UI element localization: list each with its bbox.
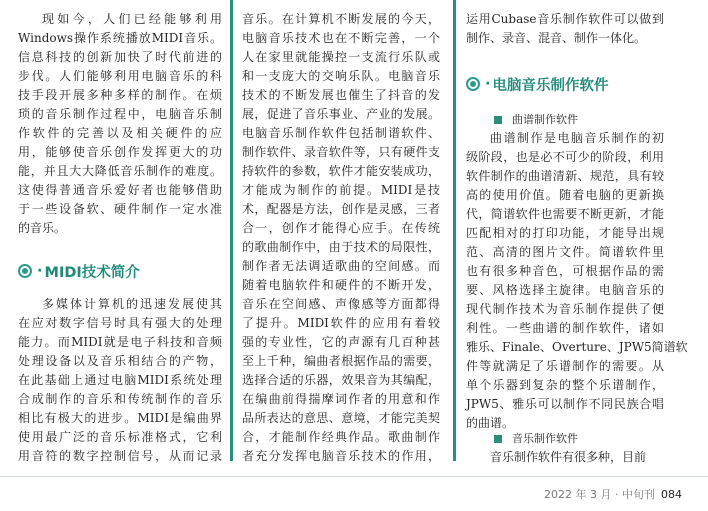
text-line: 也有很多种音色，可根据作品的需 — [466, 264, 664, 278]
text-line: 合，才能制作经典作品。歌曲制作 — [242, 430, 440, 444]
text-line: 作软件的完善以及相关硬件的应 — [18, 126, 222, 140]
text-line: 才能成为制作的前提。MIDI是技 — [242, 183, 440, 197]
square-bullet-icon — [494, 435, 502, 443]
text-line: 相比有极大的进步。MIDI是编曲界 — [18, 411, 222, 425]
text-line: 范、高清的图片文件。简谱软件里 — [466, 245, 664, 259]
text-line: 能，并且大大降低音乐制作的难度。 — [18, 164, 222, 178]
text-line: 曲谱制作是电脑音乐制作的初 — [490, 131, 664, 145]
text-line: 能力。而MIDI就是电子科技和音频 — [18, 335, 222, 349]
text-line: 使用最广泛的音乐标准格式，它利 — [18, 430, 222, 444]
text-line: 在编曲前得揣摩词作者的用意和作 — [242, 392, 440, 406]
issue-date: 2022 年 3 月 · 中旬刊 — [544, 488, 655, 501]
section-title: MIDI技术简介 — [44, 264, 140, 281]
section-title: 电脑音乐制作软件 — [492, 77, 609, 94]
subheading-production-software — [494, 429, 578, 448]
text-line: 代，简谱软件也需要不断更新，才能 — [466, 207, 664, 221]
column-2 — [242, 0, 440, 461]
text-line: 运用Cubase音乐制作软件可以做到 — [466, 12, 664, 26]
text-line: 多媒体计算机的迅速发展使其 — [42, 297, 222, 311]
text-line: 随着电脑软件和硬件的不断开发， — [242, 278, 440, 292]
text-line: 的音乐。 — [18, 221, 67, 235]
text-line: 这使得普通音乐爱好者也能够借助 — [18, 183, 222, 197]
text-line: 和一支庞大的交响乐队。电脑音乐 — [242, 69, 440, 83]
text-line: 级阶段，也是必不可少的阶段，利用 — [466, 150, 664, 164]
dot-icon: · — [37, 263, 43, 279]
footer-divider — [0, 476, 708, 477]
text-line: 信息科技的创新加快了时代前进的 — [18, 50, 222, 64]
text-line: 品所表达的意思、意境，才能完美契 — [242, 411, 440, 425]
text-line: JPW5、雅乐可以制作不同民族合唱 — [466, 397, 664, 411]
text-line: Windows操作系统播放MIDI音乐。 — [18, 31, 222, 45]
col3-bottom-paragraph — [466, 448, 664, 467]
text-line: 音乐。在计算机不断发展的今天， — [242, 12, 440, 26]
text-line: 至上千种，编曲者根据作品的需要， — [242, 354, 440, 368]
text-line: 合成制作的音乐和传统制作的音乐 — [18, 392, 222, 406]
text-line: 了提升。MIDI软件的应用有着较 — [242, 316, 440, 330]
dot-icon: · — [485, 76, 491, 92]
text-line: 于一些设备软、硬件制作一定水准 — [18, 202, 222, 216]
page-folio — [544, 486, 682, 502]
col3-mid-paragraph — [466, 129, 688, 433]
circle-bullet-icon — [18, 264, 32, 278]
col1-top-paragraph — [18, 10, 222, 238]
text-line: 件等就满足了乐谱制作的需要。从 — [466, 359, 664, 373]
text-line: 在应对数字信号时具有强大的处理 — [18, 316, 222, 330]
text-line: 制作者无法调适歌曲的空间感。而 — [242, 259, 440, 273]
text-line: 者充分发挥电脑音乐技术的作用， — [242, 449, 440, 463]
text-line: 步伐。人们能够利用电脑音乐的科 — [18, 69, 222, 83]
text-line: 匹配相对的打印功能，才能导出规 — [466, 226, 664, 240]
col1-bottom-paragraph — [18, 295, 222, 466]
text-line: 强的专业性，它的声源有几百种甚 — [242, 335, 440, 349]
circle-bullet-icon — [466, 77, 480, 91]
subheading-title: 音乐制作软件 — [512, 432, 578, 445]
text-line: 合一，创作才能得心应手。在传统 — [242, 221, 440, 235]
text-line: 电脑音乐技术也在不断完善，一个 — [242, 31, 440, 45]
text-line: 高的使用价值。随着电脑的更新换 — [466, 188, 664, 202]
text-line: 软件制作的曲谱清新、规范，具有较 — [466, 169, 664, 183]
text-line: 现如今，人们已经能够利用 — [42, 12, 222, 26]
text-line: 制作、录音、混音、制作一体化。 — [466, 31, 647, 45]
text-line: 持软件的参数，软件才能安装成功， — [242, 164, 440, 178]
text-line: 术，配器是方法，创作是灵感，三者 — [242, 202, 440, 216]
section-heading-software — [466, 71, 664, 97]
text-line: 用音符的数字控制信号，从而记录 — [18, 449, 222, 463]
text-line: 处理设备以及音乐相结合的产物， — [18, 354, 222, 368]
text-line: 音乐制作软件有很多种，目前 — [490, 450, 647, 464]
text-line: 单个乐器到复杂的整个乐谱制作， — [466, 378, 664, 392]
square-bullet-icon — [494, 116, 502, 124]
text-line: 选择合适的乐器，效果音为其编配， — [242, 373, 440, 387]
column-divider-right — [453, 0, 456, 461]
section-heading-midi — [18, 258, 222, 284]
text-line: 技手段开展多种多样的制作。在烦 — [18, 88, 222, 102]
text-line: 的歌曲制作中，由于技术的局限性， — [242, 240, 440, 254]
text-line: 电脑音乐制作软件包括制谱软件、 — [242, 126, 440, 140]
column-divider-left — [230, 0, 233, 461]
text-line: 制作软件、录音软件等，只有硬件支 — [242, 145, 440, 159]
text-line: 展，促进了音乐事业、产业的发展。 — [242, 107, 440, 121]
text-line: 人在家里就能操控一支流行乐队或 — [242, 50, 440, 64]
subheading-notation-software — [494, 110, 578, 129]
column-1 — [18, 0, 222, 461]
text-line: 要、风格选择主旋律。电脑音乐的 — [466, 283, 664, 297]
col2-paragraph — [242, 10, 440, 466]
text-line: 技术的不断发展也催生了抖音的发 — [242, 88, 440, 102]
text-line: 琐的音乐制作过程中，电脑音乐制 — [18, 107, 222, 121]
text-line: 雅乐、Finale、Overture、JPW5简谱软 — [466, 340, 688, 354]
page-number: 084 — [661, 488, 682, 501]
subheading-title: 曲谱制作软件 — [512, 113, 578, 126]
text-line: 在此基础上通过电脑MIDI系统处理 — [18, 373, 222, 387]
col3-top-paragraph — [466, 10, 664, 48]
text-line: 现代制作技术为音乐制作提供了便 — [466, 302, 664, 316]
text-line: 的曲谱。 — [466, 416, 515, 430]
column-3 — [466, 0, 688, 464]
text-line: 利性。一些曲谱的制作软件，诸如 — [466, 321, 664, 335]
text-line: 用，能够使音乐创作发挥更大的功 — [18, 145, 222, 159]
text-line: 音乐在空间感、声像感等方面都得 — [242, 297, 440, 311]
